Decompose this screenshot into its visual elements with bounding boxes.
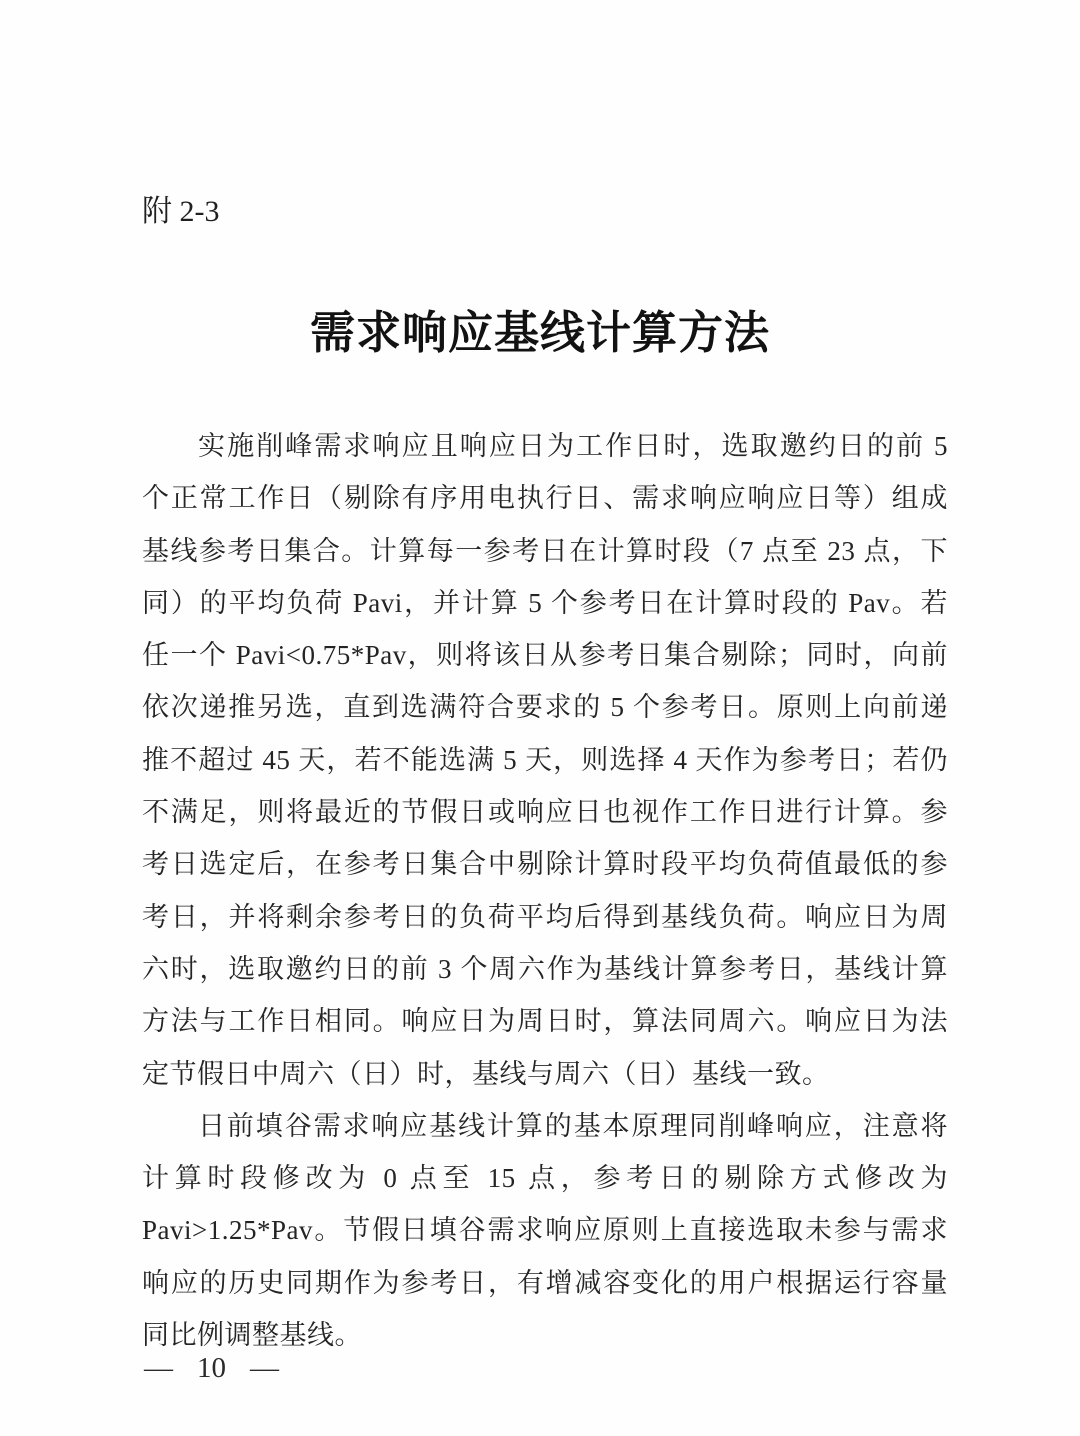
text-line: 定节假日中周六（日）时，基线与周六（日）基线一致。 [142, 1058, 830, 1089]
text-line: 响应的历史同期作为参考日，有增减容变化的用户根据运行容量 [142, 1267, 948, 1298]
text-line: 基线参考日集合。计算每一参考日在计算时段（7 点至 23 点，下 [142, 535, 948, 566]
text-line: 依次递推另选，直到选满符合要求的 5 个参考日。原则上向前递 [142, 692, 948, 723]
text-line: 考日选定后，在参考日集合中剔除计算时段平均负荷值最低的参 [142, 849, 948, 880]
paragraph-2 [142, 1100, 948, 1361]
document-body [142, 420, 948, 1361]
text-line: 任一个 Pavi<0.75*Pav，则将该日从参考日集合剔除；同时，向前 [142, 640, 948, 671]
text-line: 考日，并将剩余参考日的负荷平均后得到基线负荷。响应日为周 [142, 901, 948, 932]
text-line: 不满足，则将最近的节假日或响应日也视作工作日进行计算。参 [142, 797, 948, 828]
paragraph-1 [142, 420, 948, 1100]
text-line: 六时，选取邀约日的前 3 个周六作为基线计算参考日，基线计算 [142, 953, 948, 984]
page-number: 10 [197, 1352, 226, 1384]
footer-dash-right: — [250, 1352, 279, 1384]
text-line: Pavi>1.25*Pav。节假日填谷需求响应原则上直接选取未参与需求 [142, 1215, 948, 1246]
text-line: 计算时段修改为 0 点至 15 点，参考日的剔除方式修改为 [142, 1163, 948, 1194]
text-line: 日前填谷需求响应基线计算的基本原理同削峰响应，注意将 [198, 1110, 948, 1141]
footer-dash-left: — [144, 1352, 173, 1384]
text-line: 同比例调整基线。 [142, 1320, 362, 1351]
text-line: 方法与工作日相同。响应日为周日时，算法同周六。响应日为法 [142, 1006, 948, 1037]
text-line: 同）的平均负荷 Pavi，并计算 5 个参考日在计算时段的 Pav。若 [142, 587, 948, 618]
text-line: 个正常工作日（剔除有序用电执行日、需求响应响应日等）组成 [142, 483, 948, 514]
annex-label: 附 2-3 [142, 195, 220, 228]
text-line: 推不超过 45 天，若不能选满 5 天，则选择 4 天作为参考日；若仍 [142, 744, 948, 775]
text-line: 实施削峰需求响应且响应日为工作日时，选取邀约日的前 5 [198, 431, 948, 461]
page-footer [144, 1352, 279, 1385]
document-title: 需求响应基线计算方法 [309, 308, 770, 358]
